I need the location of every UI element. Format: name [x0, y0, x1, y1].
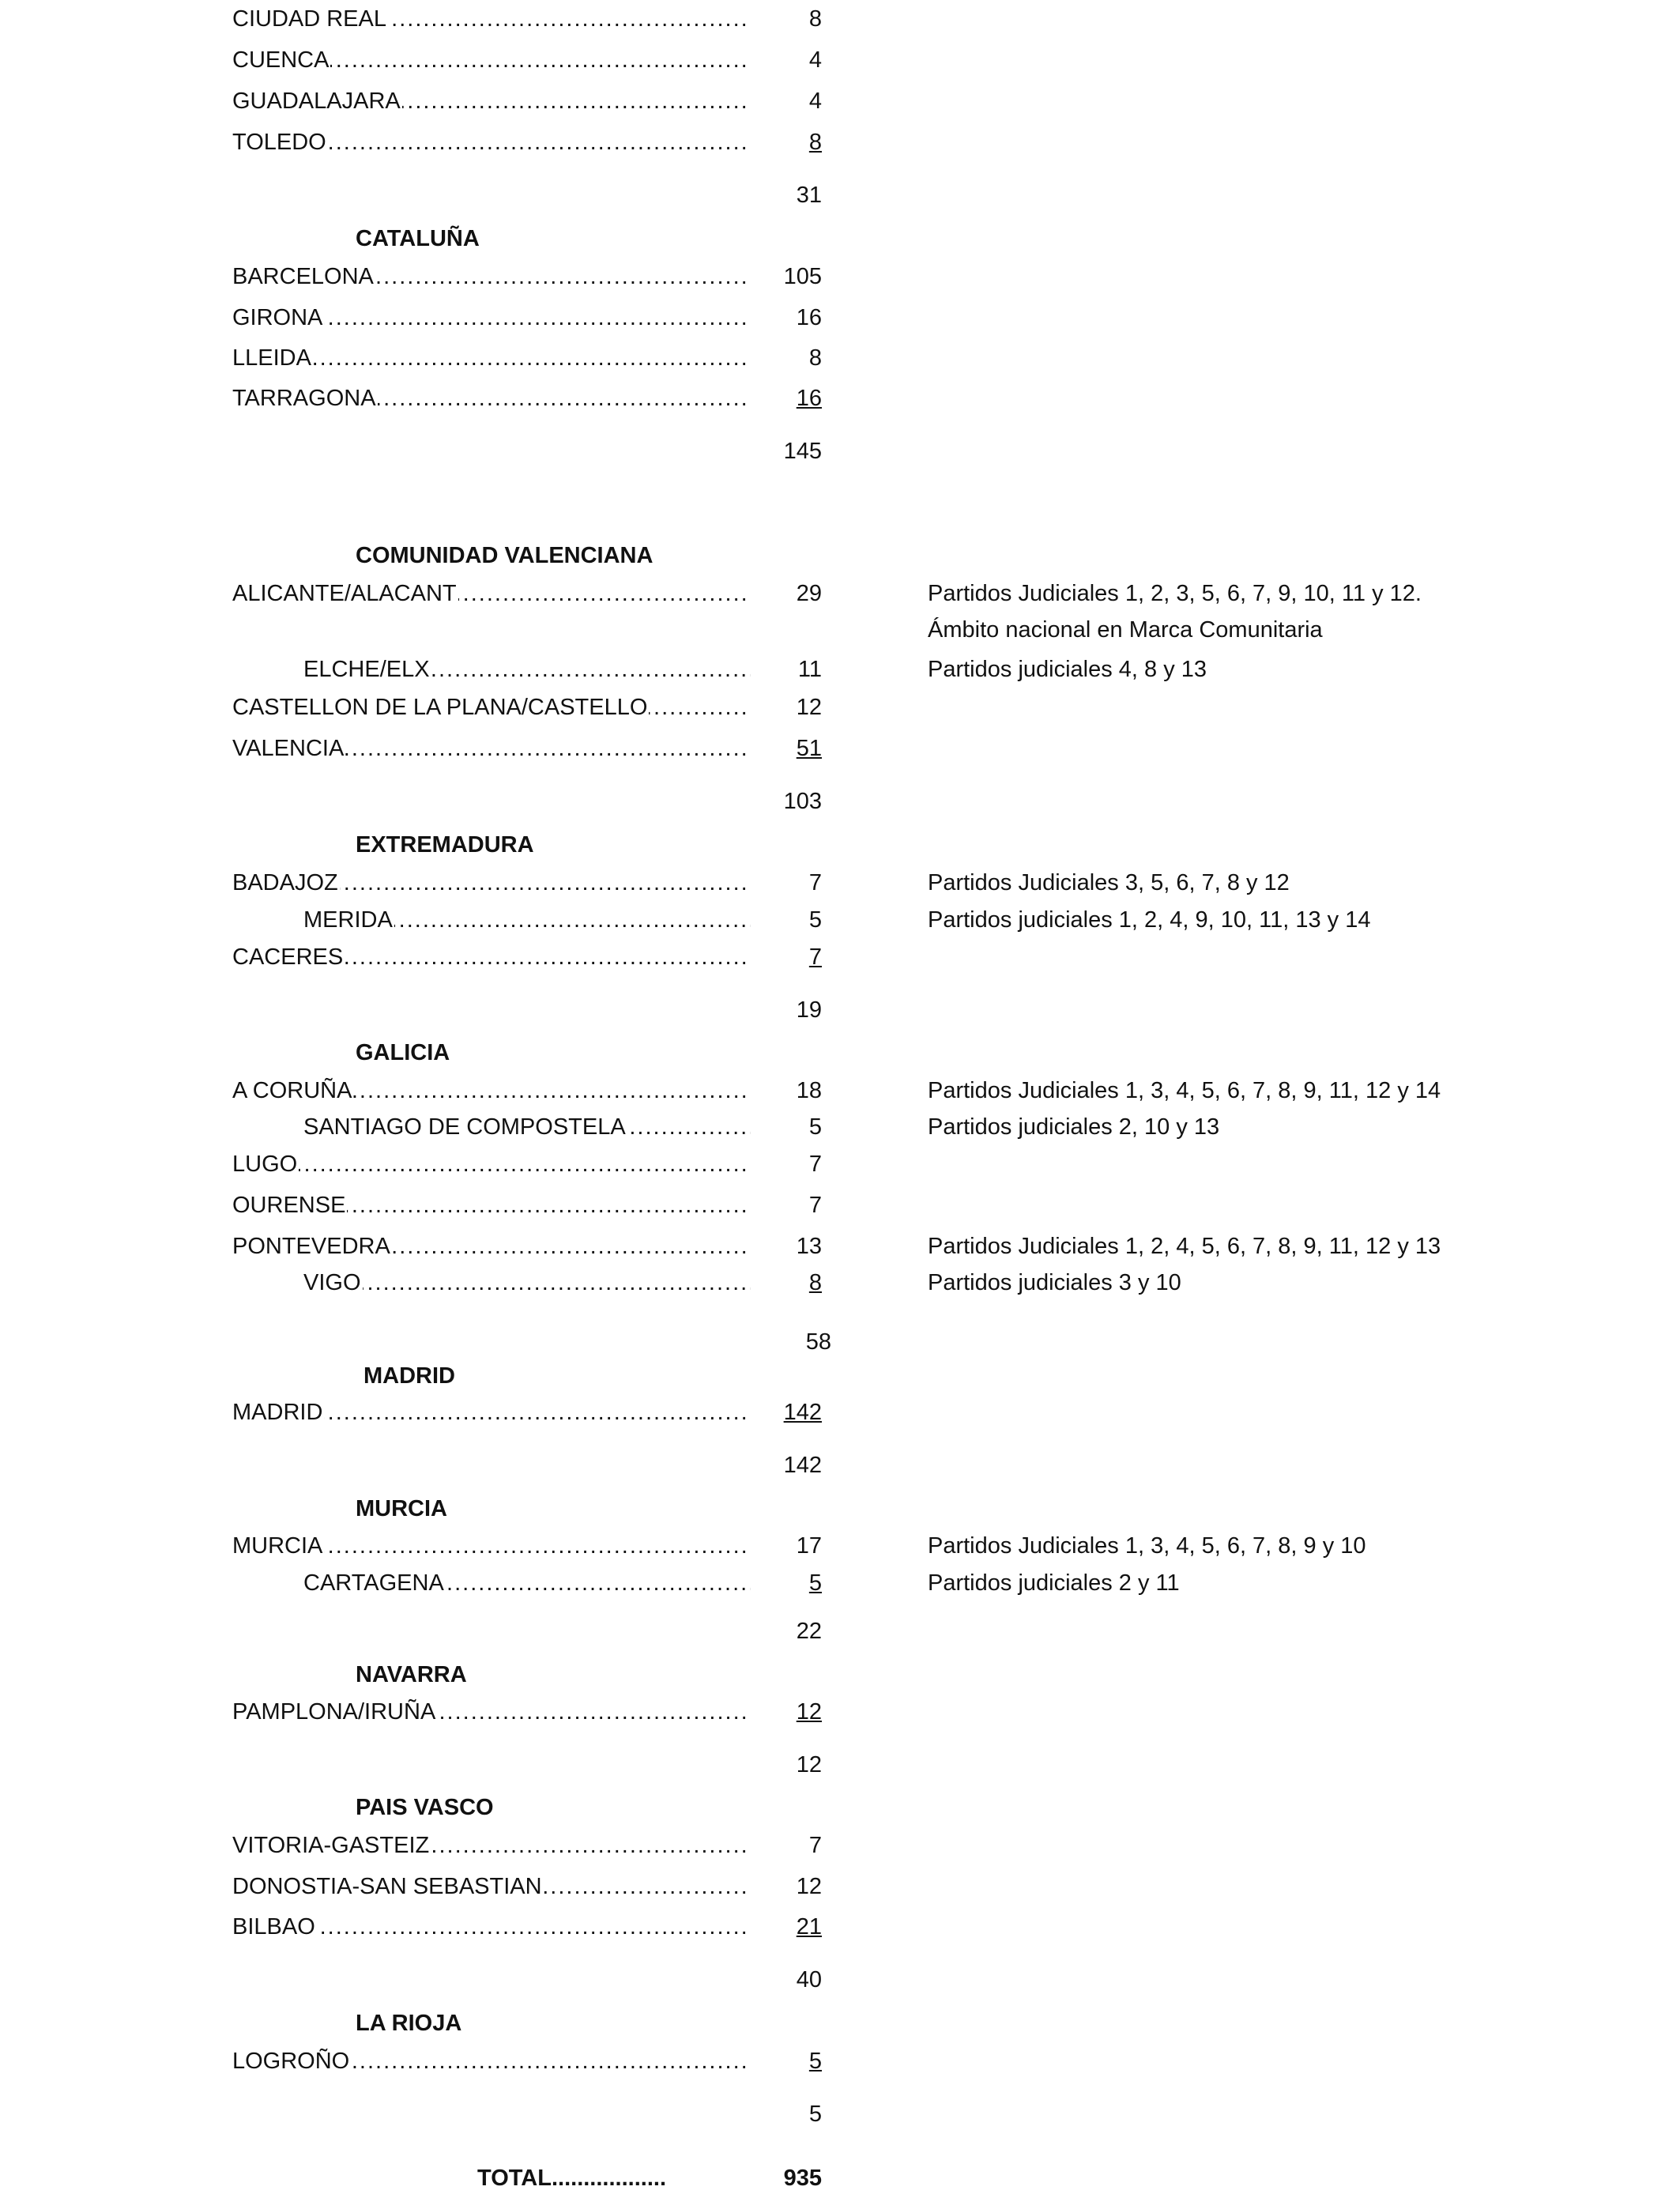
- section-heading: COMUNIDAD VALENCIANA: [356, 543, 654, 568]
- entry-name: MURCIA: [232, 1530, 324, 1562]
- entry-name: CASTELLON DE LA PLANA/CASTELLO: [232, 692, 649, 723]
- entry-value: 11: [751, 654, 822, 685]
- section-heading: NAVARRA: [356, 1662, 467, 1687]
- entry-lugo: [232, 1148, 822, 1180]
- entry-name: CUENCA: [232, 44, 330, 76]
- entry-name: ELCHE/ELX: [303, 654, 431, 685]
- entry-value: 5: [751, 904, 822, 936]
- entry-name: BILBAO: [232, 1911, 317, 1943]
- subtotal: 103: [783, 789, 822, 814]
- section-heading: MADRID: [363, 1363, 455, 1389]
- section-heading: MURCIA: [356, 1496, 447, 1521]
- entry-value: 12: [751, 692, 822, 723]
- entry-a-coruna: [232, 1075, 822, 1106]
- entry-note: Partidos Judiciales 1, 3, 4, 5, 6, 7, 8, 9 y 10: [928, 1533, 1366, 1559]
- section-heading: CATALUÑA: [356, 226, 480, 251]
- entry-cartagena: [232, 1567, 822, 1599]
- subtotal: 58: [805, 1329, 831, 1355]
- entry-value: 8: [751, 126, 822, 158]
- entry-donostia: [232, 1871, 822, 1902]
- entry-name: CIUDAD REAL: [232, 3, 388, 35]
- entry-value: 7: [751, 1830, 822, 1861]
- subtotal: 22: [796, 1619, 822, 1644]
- entry-value: 16: [751, 383, 822, 414]
- entry-name: ALICANTE/ALACANT: [232, 578, 458, 609]
- section-heading: LA RIOJA: [356, 2011, 462, 2036]
- entry-name: TOLEDO: [232, 126, 328, 158]
- entry-bilbao: [232, 1911, 822, 1943]
- entry-note: Partidos judiciales 2 y 11: [928, 1570, 1180, 1596]
- entry-value: 7: [751, 867, 822, 899]
- entry-castellon: [232, 692, 822, 723]
- entry-note: Partidos judiciales 2, 10 y 13: [928, 1114, 1220, 1140]
- entry-value: 4: [751, 44, 822, 76]
- entry-name: CARTAGENA: [303, 1567, 446, 1599]
- entry-name: VALENCIA: [232, 733, 345, 764]
- entry-note: Partidos Judiciales 1, 2, 3, 5, 6, 7, 9, 10, 11 y 12.: [928, 581, 1422, 606]
- entry-value: 13: [751, 1231, 822, 1262]
- entry-value: 12: [751, 1696, 822, 1728]
- entry-value: 51: [751, 733, 822, 764]
- entry-ciudad-real: [232, 3, 822, 35]
- entry-value: 7: [751, 941, 822, 973]
- entry-value: 8: [751, 342, 822, 374]
- dot-leader: [232, 342, 787, 374]
- entry-caceres: [232, 941, 822, 973]
- entry-value: 21: [751, 1911, 822, 1943]
- entry-barcelona: [232, 261, 822, 292]
- entry-guadalajara: [232, 85, 822, 117]
- entry-value: 17: [751, 1530, 822, 1562]
- subtotal: 145: [783, 439, 822, 464]
- entry-madrid: [232, 1397, 822, 1428]
- entry-name: VITORIA-GASTEIZ: [232, 1830, 431, 1861]
- entry-name: LLEIDA: [232, 342, 313, 374]
- entry-logrono: [232, 2045, 822, 2077]
- total-value: 935: [783, 2166, 822, 2191]
- entry-value: 7: [751, 1148, 822, 1180]
- entry-value: 16: [751, 302, 822, 334]
- subtotal: 5: [808, 2102, 822, 2127]
- entry-note: Ámbito nacional en Marca Comunitaria: [928, 617, 1323, 643]
- entry-value: 12: [751, 1871, 822, 1902]
- entry-name: PAMPLONA/IRUÑA: [232, 1696, 437, 1728]
- entry-value: 5: [751, 1111, 822, 1143]
- entry-value: 142: [751, 1397, 822, 1428]
- entry-note: Partidos Judiciales 3, 5, 6, 7, 8 y 12: [928, 870, 1290, 895]
- entry-value: 4: [751, 85, 822, 117]
- entry-valencia: [232, 733, 822, 764]
- entry-note: Partidos Judiciales 1, 2, 4, 5, 6, 7, 8, 9, 11, 12 y 13: [928, 1234, 1441, 1259]
- entry-name: GUADALAJARA: [232, 85, 402, 117]
- entry-value: 18: [751, 1075, 822, 1106]
- entry-value: 5: [751, 1567, 822, 1599]
- subtotal: 12: [796, 1752, 822, 1777]
- section-heading: EXTREMADURA: [356, 832, 534, 858]
- dot-leader: [232, 1148, 787, 1180]
- entry-murcia: [232, 1530, 822, 1562]
- entry-value: 105: [751, 261, 822, 292]
- entry-toledo: [232, 126, 822, 158]
- entry-name: MADRID: [232, 1397, 324, 1428]
- subtotal: 40: [796, 1967, 822, 1992]
- entry-note: Partidos Judiciales 1, 3, 4, 5, 6, 7, 8, 9, 11, 12 y 14: [928, 1078, 1441, 1103]
- entry-name: LUGO: [232, 1148, 299, 1180]
- entry-cuenca: [232, 44, 822, 76]
- entry-tarragona: [232, 383, 822, 414]
- entry-value: 29: [751, 578, 822, 609]
- section-heading: GALICIA: [356, 1040, 450, 1065]
- entry-value: 8: [751, 1267, 822, 1299]
- subtotal: 142: [783, 1453, 822, 1478]
- entry-note: Partidos judiciales 4, 8 y 13: [928, 657, 1207, 682]
- entry-vigo: [232, 1267, 822, 1299]
- entry-name: A CORUÑA: [232, 1075, 353, 1106]
- entry-name: BARCELONA: [232, 261, 375, 292]
- dot-leader: [303, 1267, 787, 1299]
- subtotal: 31: [796, 183, 822, 208]
- entry-name: LOGROÑO: [232, 2045, 351, 2077]
- entry-note: Partidos judiciales 3 y 10: [928, 1270, 1181, 1295]
- entry-note: Partidos judiciales 1, 2, 4, 9, 10, 11, 13 y 14: [928, 907, 1371, 933]
- entry-name: BADAJOZ: [232, 867, 340, 899]
- entry-value: 7: [751, 1189, 822, 1221]
- entry-name: CACERES: [232, 941, 345, 973]
- subtotal: 19: [796, 997, 822, 1023]
- entry-value: 8: [751, 3, 822, 35]
- entry-badajoz: [232, 867, 822, 899]
- entry-name: OURENSE: [232, 1189, 347, 1221]
- entry-lleida: [232, 342, 822, 374]
- entry-name: PONTEVEDRA: [232, 1231, 392, 1262]
- section-heading: PAIS VASCO: [356, 1795, 494, 1820]
- entry-value: 5: [751, 2045, 822, 2077]
- entry-merida: [232, 904, 822, 936]
- entry-vitoria: [232, 1830, 822, 1861]
- total-label: TOTAL..................: [477, 2166, 666, 2191]
- entry-pamplona: [232, 1696, 822, 1728]
- entry-girona: [232, 302, 822, 334]
- entry-name: TARRAGONA: [232, 383, 378, 414]
- entry-name: MERIDA: [303, 904, 394, 936]
- entry-name: GIRONA: [232, 302, 324, 334]
- entry-alicante: [232, 578, 822, 609]
- entry-ourense: [232, 1189, 822, 1221]
- entry-name: VIGO: [303, 1267, 363, 1299]
- entry-name: DONOSTIA-SAN SEBASTIAN: [232, 1871, 544, 1902]
- entry-santiago: [232, 1111, 822, 1143]
- entry-name: SANTIAGO DE COMPOSTELA: [303, 1111, 627, 1143]
- entry-pontevedra: [232, 1231, 822, 1262]
- entry-elche: [232, 654, 822, 685]
